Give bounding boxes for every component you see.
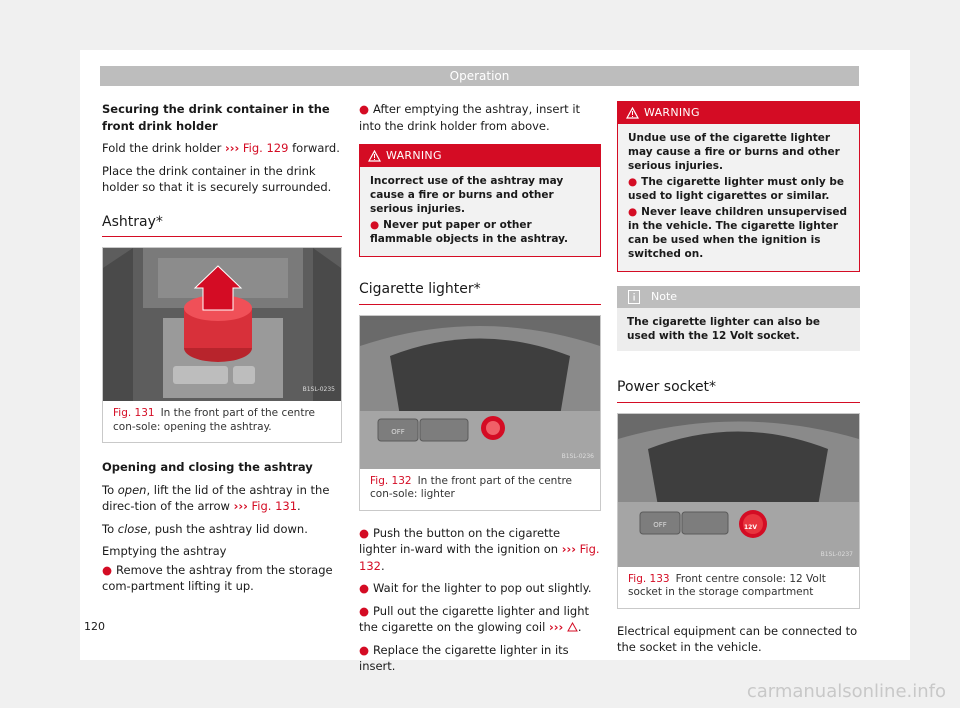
drink-heading: Securing the drink container in the front drink holder bbox=[102, 102, 330, 133]
text: Pull out the cigarette lighter and light the cigarette on the glowing coil bbox=[359, 603, 590, 634]
middle-column bbox=[359, 101, 601, 681]
text: Fold the drink holder bbox=[102, 141, 226, 155]
figure-132 bbox=[359, 315, 601, 511]
bullet-icon: ● bbox=[359, 581, 370, 595]
caption-text: In the front part of the centre con-sole: lighter bbox=[370, 474, 573, 500]
text: . bbox=[380, 558, 385, 573]
text: The cigarette lighter must only be used to light cigarettes or similar. bbox=[628, 176, 845, 202]
page-header: Operation bbox=[100, 66, 859, 86]
warning-triangle-icon[interactable] bbox=[567, 622, 578, 632]
note-box bbox=[617, 286, 860, 351]
warning-header bbox=[360, 145, 600, 167]
warning-line: Incorrect use of the ashtray may cause a fire or burns and other serious injuries. bbox=[370, 175, 564, 215]
close-paragraph bbox=[102, 521, 342, 538]
text: To bbox=[102, 482, 118, 497]
empty-bullet bbox=[102, 562, 342, 595]
drink-paragraph-2: Place the drink container in the drink holder so that it is securely surrounded. bbox=[102, 163, 332, 194]
note-header bbox=[617, 286, 860, 308]
warning-body bbox=[360, 167, 600, 256]
warning-bullet bbox=[628, 175, 849, 203]
bullet-icon: ● bbox=[359, 525, 370, 540]
section-title-power-socket: Power socket* bbox=[617, 379, 860, 403]
info-icon bbox=[628, 290, 640, 304]
open-paragraph bbox=[102, 482, 342, 515]
figure-caption bbox=[360, 469, 600, 510]
svg-text:OFF: OFF bbox=[653, 520, 667, 529]
step-1 bbox=[359, 525, 601, 575]
figure-number: Fig. 132 bbox=[370, 474, 412, 487]
emphasis: open bbox=[117, 482, 147, 497]
warning-box-lighter bbox=[617, 101, 860, 272]
warning-triangle-icon bbox=[368, 150, 381, 162]
figure-133 bbox=[617, 413, 860, 609]
fig-link[interactable]: Fig. 131 bbox=[251, 499, 298, 513]
power-paragraph: Electrical equipment can be connected to the socket in the vehicle. bbox=[617, 623, 858, 654]
bullet-icon: ● bbox=[102, 562, 113, 577]
note-body: The cigarette lighter can also be used with the 12 Volt socket. bbox=[627, 316, 820, 342]
note-label: Note bbox=[651, 290, 678, 303]
warning-box-ashtray bbox=[359, 144, 601, 257]
socket-label: 12V bbox=[744, 523, 757, 531]
figure-code: B1SL-0237 bbox=[820, 551, 853, 558]
warning-triangle-icon bbox=[626, 107, 639, 119]
text: Replace the cigarette lighter in its insert. bbox=[359, 642, 569, 673]
xref-arrows: ››› bbox=[225, 141, 240, 155]
step-2 bbox=[359, 580, 601, 597]
figure-number: Fig. 133 bbox=[628, 572, 670, 585]
warning-bullet bbox=[370, 218, 590, 246]
text: To bbox=[102, 521, 118, 536]
ashtray-image bbox=[103, 248, 341, 401]
bullet-icon: ● bbox=[628, 206, 638, 218]
warning-label: WARNING bbox=[386, 149, 442, 162]
text: Remove the ashtray from the storage com-partment lifting it up. bbox=[102, 562, 333, 593]
caption-text: In the front part of the centre con-sole: opening the ashtray. bbox=[113, 407, 316, 433]
text: , lift the lid of the ashtray in the direc-tion of the arrow bbox=[102, 482, 330, 513]
open-close-heading: Opening and closing the ashtray bbox=[102, 460, 313, 474]
lighter-illustration bbox=[360, 316, 600, 469]
fig-link[interactable]: Fig. 132 bbox=[359, 542, 600, 573]
left-column bbox=[102, 101, 342, 601]
power-socket-image bbox=[618, 414, 859, 567]
warning-body bbox=[618, 124, 859, 271]
text: . bbox=[577, 620, 582, 634]
xref-arrows: ››› bbox=[233, 499, 248, 513]
empty-heading: Emptying the ashtray bbox=[102, 544, 227, 558]
bullet-icon: ● bbox=[359, 102, 370, 116]
xref-arrows: ››› bbox=[548, 620, 564, 634]
fig-link[interactable]: Fig. 129 bbox=[242, 141, 289, 155]
text: Wait for the lighter to pop out slightly. bbox=[373, 581, 592, 595]
text: After emptying the ashtray, insert it into the drink holder from above. bbox=[359, 102, 581, 133]
section-title-ashtray: Ashtray* bbox=[102, 214, 342, 238]
warning-label: WARNING bbox=[644, 106, 700, 119]
power-socket-illustration bbox=[618, 414, 859, 567]
figure-code: B1SL-0236 bbox=[561, 453, 594, 460]
warning-header bbox=[618, 102, 859, 124]
xref-arrows: ››› bbox=[561, 542, 576, 556]
figure-131 bbox=[102, 247, 342, 443]
lighter-image bbox=[360, 316, 600, 469]
text: , push the ashtray lid down. bbox=[147, 521, 308, 536]
warning-bullet bbox=[628, 205, 849, 261]
bullet-icon: ● bbox=[370, 219, 380, 231]
caption-text: Front centre console: 12 Volt socket in the storage compartment bbox=[628, 572, 826, 598]
page-number: 120 bbox=[84, 620, 105, 633]
after-empty-bullet bbox=[359, 101, 601, 134]
right-column bbox=[617, 101, 860, 662]
bullet-icon: ● bbox=[359, 603, 370, 618]
figure-code: B1SL-0235 bbox=[302, 385, 335, 393]
step-3 bbox=[359, 603, 601, 636]
svg-text:OFF: OFF bbox=[391, 427, 405, 436]
figure-caption bbox=[618, 567, 859, 608]
bullet-icon: ● bbox=[628, 176, 638, 188]
figure-number: Fig. 131 bbox=[113, 407, 155, 419]
drink-paragraph-1 bbox=[102, 140, 342, 157]
text: . bbox=[297, 499, 301, 513]
section-title-lighter: Cigarette lighter* bbox=[359, 281, 601, 305]
figure-caption bbox=[103, 401, 341, 442]
emphasis: close bbox=[117, 521, 148, 536]
ashtray-illustration bbox=[103, 248, 341, 401]
watermark: carmanualsonline.info bbox=[746, 681, 946, 702]
text: forward. bbox=[288, 141, 340, 155]
lighter-steps bbox=[359, 525, 601, 675]
text: Push the button on the cigarette lighter in-ward with the ignition on bbox=[359, 525, 562, 556]
bullet-icon: ● bbox=[359, 642, 370, 657]
warning-line: Undue use of the cigarette lighter may cause a fire or burns and other serious injuries. bbox=[628, 132, 840, 172]
step-4 bbox=[359, 642, 601, 675]
text: Never put paper or other flammable objects in the ashtray. bbox=[370, 219, 568, 245]
text: Never leave children unsupervised in the vehicle. The cigarette lighter can be used when the ignition is switched on. bbox=[628, 206, 847, 260]
